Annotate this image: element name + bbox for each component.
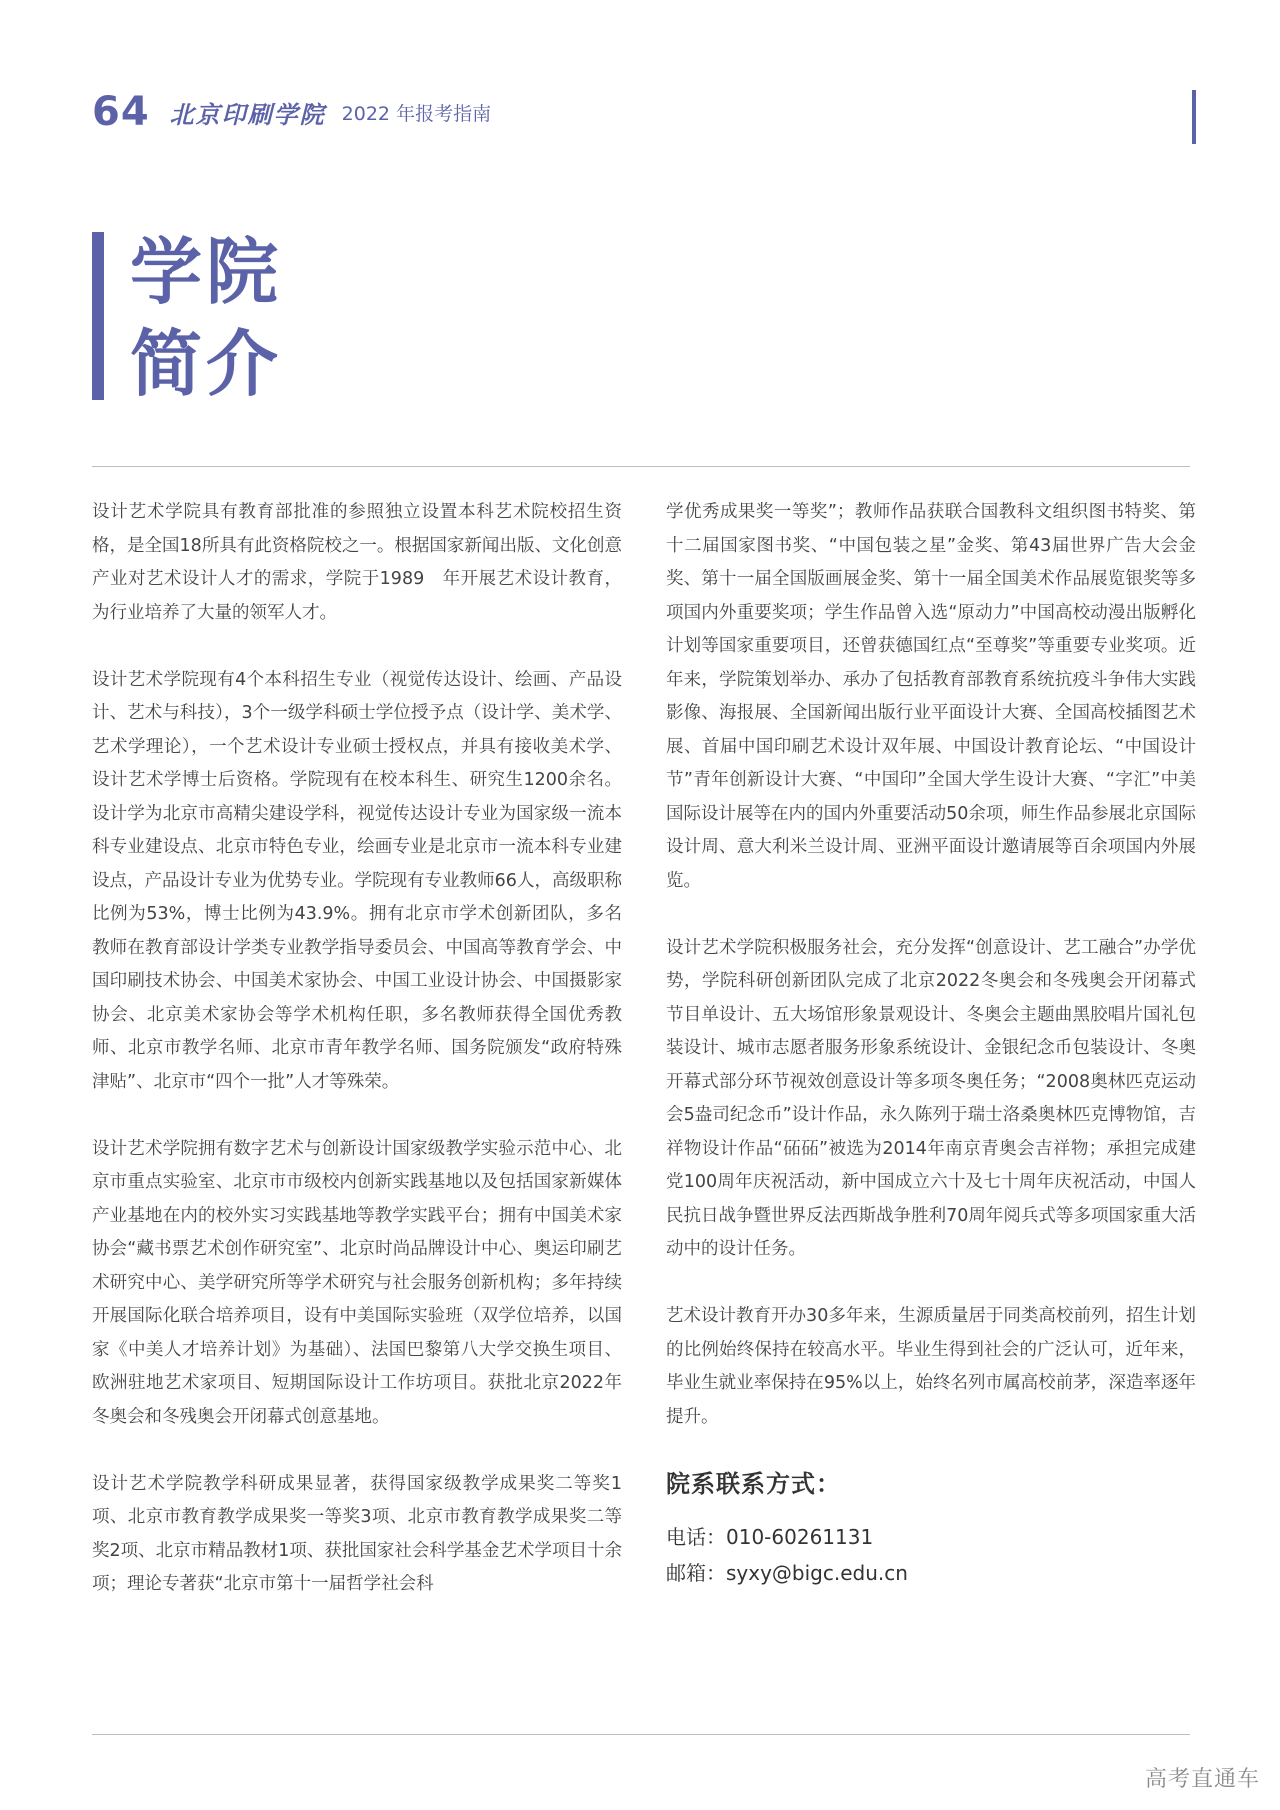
- paragraph: 设计艺术学院现有4个本科招生专业（视觉传达设计、绘画、产品设计、艺术与科技），3个一级学科硕士学位授予点（设计学、美术学、艺术学理论），一个艺术设计专业硕士授权点，并具有接收美术学、设计艺术学博士后资格。学院现有在校本科生、研究生1200余名。设计学为北京市高精尖建设学科，视觉传达设计专业为国家级一流本科专业建设点、北京市特色专业，绘画专业是北京市一流本科专业建设点，产品设计专业为优势专业。学院现有专业教师66人，高级职称比例为53%，博士比例为43.9%。拥有北京市学术创新团队，多名教师在教育部设计学类专业教学指导委员会、中国高等教育学会、中国印刷技术协会、中国美术家协会、中国工业设计协会、中国摄影家协会、北京美术家协会等学术机构任职，多名教师获得全国优秀教师、北京市教学名师、北京市青年教学名师、国务院颁发“政府特殊津贴”、北京市“四个一批”人才等殊荣。: [92, 669, 622, 1092]
- paragraph: 艺术设计教育开办30多年来，生源质量居于同类高校前列，招生计划的比例始终保持在较高水平。毕业生得到社会的广泛认可，近年来，毕业生就业率保持在95%以上，始终名列市属高校前茅，深造率逐年提升。: [666, 1306, 1196, 1427]
- page-header: [92, 86, 491, 138]
- left-column: [92, 496, 622, 1635]
- page-title: [130, 226, 282, 410]
- paragraph: 设计艺术学院教学科研成果显著，获得国家级教学成果奖二等奖1项、北京市教育教学成果奖一等奖3项、北京市教育教学成果奖二等奖2项、北京市精品教材1项、获批国家社会科学基金艺术学项目十余项；理论专著获“北京市第十一届哲学社会科: [92, 1473, 622, 1594]
- page-title-line-2: 简介: [130, 322, 283, 406]
- watermark: 高考直通车: [1144, 1767, 1260, 1792]
- page-number: 64: [92, 89, 150, 135]
- contact-phone: 电话：010-60261131: [666, 1525, 874, 1549]
- paragraph: 设计艺术学院积极服务社会，充分发挥“创意设计、艺工融合”办学优势，学院科研创新团队完成了北京2022冬奥会和冬残奥会开闭幕式节目单设计、五大场馆形象景观设计、冬奥会主题曲黑胶唱片国礼包装设计、城市志愿者服务形象系统设计、金银纪念币包装设计、冬奥开幕式部分环节视效创意设计等多项冬奥任务；“2008奥林匹克运动会5盎司纪念币”设计作品，永久陈列于瑞士洛桑奥林匹克博物馆，吉祥物设计作品“砳砳”被选为2014年南京青奥会吉祥物；承担完成建党100周年庆祝活动，新中国成立六十及七十周年庆祝活动，中国人民抗日战争暨世界反法西斯战争胜利70周年阅兵式等多项国家重大活动中的设计任务。: [666, 937, 1196, 1259]
- title-accent-bar: [92, 232, 104, 400]
- bottom-divider: [92, 1734, 1190, 1735]
- page-title-line-1: 学院: [130, 230, 283, 314]
- paragraph: 设计艺术学院具有教育部批准的参照独立设置本科艺术院校招生资格，是全国18所具有此资格院校之一。根据国家新闻出版、文化创意产业对艺术设计人才的需求，学院于1989 年开展艺术设计教育，为行业培养了大量的领军人才。: [92, 502, 622, 623]
- right-column: [666, 496, 1196, 1591]
- top-divider: [92, 466, 1190, 467]
- contact-email: 邮箱：syxy@bigc.edu.cn: [666, 1561, 908, 1585]
- contact-title: 院系联系方式：: [666, 1469, 841, 1498]
- paragraph: 设计艺术学院拥有数字艺术与创新设计国家级教学实验示范中心、北京市重点实验室、北京市市级校内创新实践基地以及包括国家新媒体产业基地在内的校外实习实践基地等教学实践平台；拥有中国美术家协会“藏书票艺术创作研究室”、北京时尚品牌设计中心、奥运印刷艺术研究中心、美学研究所等学术研究与社会服务创新机构；多年持续开展国际化联合培养项目，设有中美国际实验班（双学位培养，以国家《中美人才培养计划》为基础）、法国巴黎第八大学交换生项目、欧洲驻地艺术家项目、短期国际设计工作坊项目。获批北京2022年冬奥会和冬残奥会开闭幕式创意基地。: [92, 1138, 622, 1427]
- header-accent-bar: [1192, 90, 1196, 144]
- paragraph: 学优秀成果奖一等奖”；教师作品获联合国教科文组织图书特奖、第十二届国家图书奖、“中国包装之星”金奖、第43届世界广告大会金奖、第十一届全国版画展金奖、第十一届全国美术作品展览银奖等多项国内外重要奖项；学生作品曾入选“原动力”中国高校动漫出版孵化计划等国家重要项目，还曾获德国红点“至尊奖”等重要专业奖项。近年来，学院策划举办、承办了包括教育部教育系统抗疫斗争伟大实践影像、海报展、全国新闻出版行业平面设计大赛、全国高校插图艺术展、首届中国印刷艺术设计双年展、中国设计教育论坛、“中国设计节”青年创新设计大赛、“中国印”全国大学生设计大赛、“字汇”中美国际设计展等在内的国内外重要活动50余项，师生作品参展北京国际设计周、意大利米兰设计周、亚洲平面设计邀请展等百余项国内外展览。: [666, 502, 1196, 891]
- school-name: 北京印刷学院: [169, 99, 326, 129]
- guide-title: 2022 年报考指南: [341, 102, 492, 125]
